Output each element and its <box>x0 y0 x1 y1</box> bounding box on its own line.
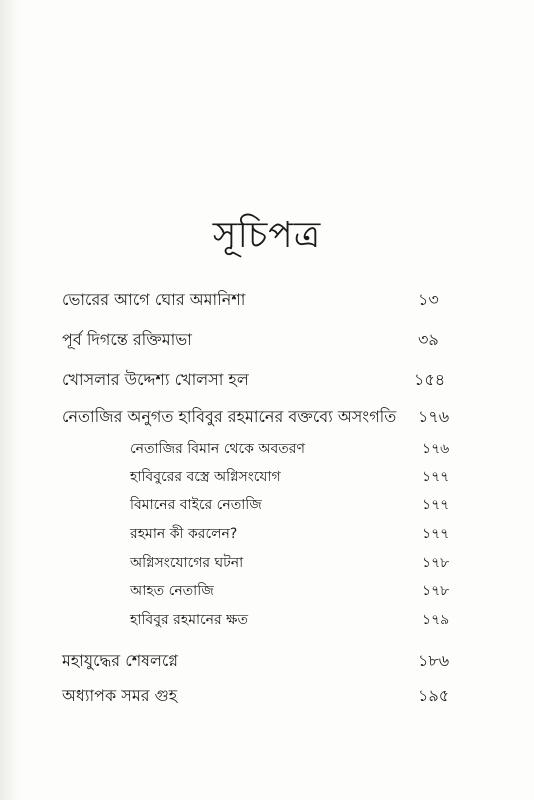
toc-entry-label: পূর্ব দিগন্তে রক্তিমাভা <box>62 330 192 349</box>
toc-entry-page: ১৭৬ <box>418 407 450 426</box>
toc-entry-label: ভোরের আগে ঘোর অমানিশা <box>62 290 246 309</box>
toc-subentry-page: ১৭৮ <box>422 555 450 571</box>
toc-subentry <box>0 522 534 550</box>
toc-subentry-label: হাবিবুরের বস্ত্রে অগ্নিসংযোগ <box>130 469 281 485</box>
toc-subentry-label: বিমানের বাইরে নেতাজি <box>130 497 262 513</box>
toc-subentry <box>0 465 534 493</box>
toc-entry-page: ১৮৬ <box>418 651 450 670</box>
toc-entry-label: নেতাজির অনুগত হাবিবুর রহমানের বক্তব্যে অসংগতি <box>62 407 397 426</box>
toc-entry-label: খোসলার উদ্দেশ্য খোলসা হল <box>62 370 249 389</box>
toc-entry-page: ১৯৫ <box>418 686 450 705</box>
toc-subentry <box>0 579 534 607</box>
toc-subentry-page: ১৭৮ <box>422 583 450 599</box>
toc-subentry <box>0 437 534 465</box>
toc-subentry <box>0 493 534 521</box>
toc-subentry-label: আহত নেতাজি <box>130 583 214 599</box>
toc-subentry-label: নেতাজির বিমান থেকে অবতরণ <box>130 441 305 457</box>
toc-subentry-label: হাবিবুর রহমানের ক্ষত <box>130 612 249 628</box>
toc-entry-page: ১৫৪ <box>414 370 446 389</box>
toc-entry <box>0 367 534 395</box>
toc-entry-page: ১৩ <box>418 290 439 309</box>
toc-entry <box>0 648 534 676</box>
toc-subentry-page: ১৭৬ <box>422 441 450 457</box>
toc-subentry <box>0 551 534 579</box>
toc-subentry-page: ১৭৯ <box>422 612 450 628</box>
toc-subentry-page: ১৭৭ <box>422 497 450 513</box>
toc-entry <box>0 404 534 432</box>
toc-subentry-page: ১৭৭ <box>422 526 450 542</box>
toc-subentry-page: ১৭৭ <box>422 469 450 485</box>
toc-entry-label: মহাযুদ্ধের শেষলগ্নে <box>62 651 178 670</box>
toc-subentry <box>0 608 534 636</box>
page-title: সূচিপত্র <box>212 215 322 256</box>
toc-entry-page: ৩৯ <box>418 330 439 349</box>
toc-subentry-label: অগ্নিসংযোগের ঘটনা <box>130 555 244 571</box>
toc-entry <box>0 287 534 315</box>
toc-entry <box>0 683 534 711</box>
toc-entry-label: অধ্যাপক সমর গুহ <box>62 686 178 705</box>
toc-subentry-label: রহমান কী করলেন? <box>130 526 238 542</box>
toc-entry <box>0 327 534 355</box>
